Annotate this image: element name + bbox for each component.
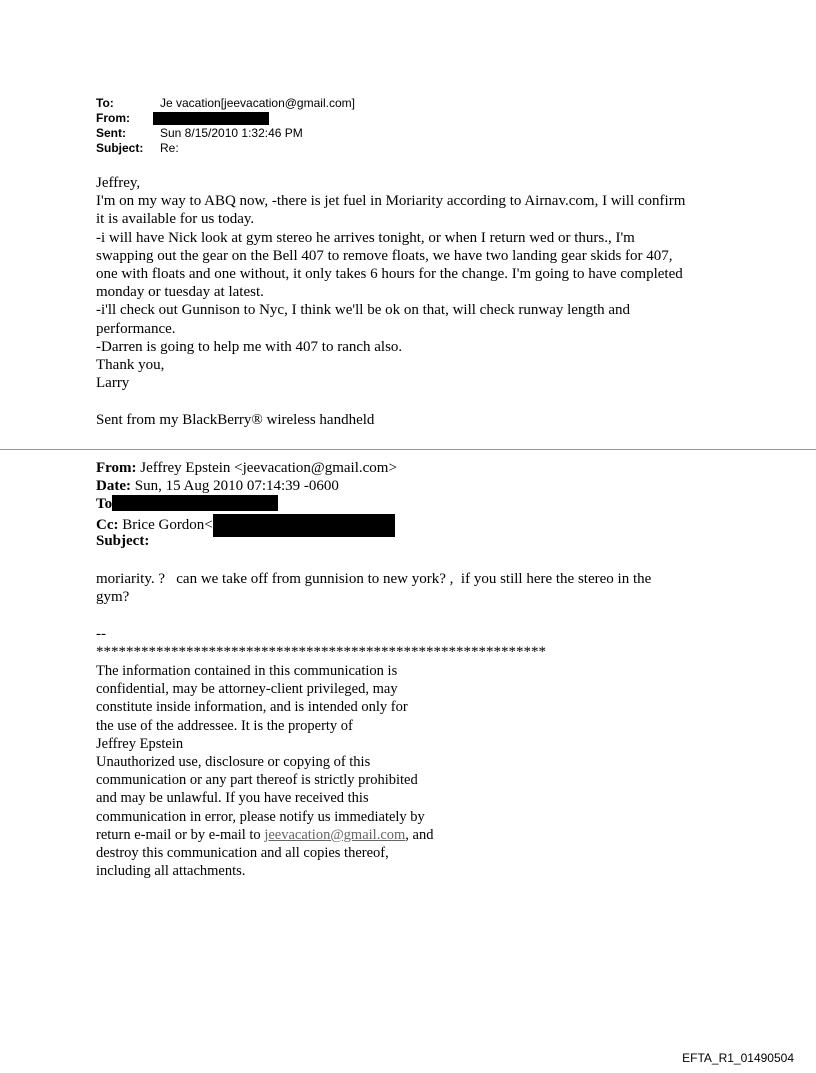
header-sent-row	[96, 126, 355, 141]
disclaimer-line: confidential, may be attorney-client privileged, may	[96, 681, 398, 698]
original-message-body	[96, 570, 716, 606]
original-from-row	[96, 459, 397, 477]
header-subject-row	[96, 141, 355, 156]
original-cc-value: Brice Gordon<	[118, 516, 213, 533]
redaction-bar	[112, 495, 278, 511]
to-value: Je vacation[jeevacation@gmail.com]	[160, 96, 355, 110]
original-from-value: Jeffrey Epstein <jeevacation@gmail.com>	[136, 460, 397, 476]
to-label: To:	[96, 96, 114, 110]
disclaimer-line: communication in error, please notify us immediately by	[96, 808, 425, 825]
reply-line: -i will have Nick look at gym stereo he arrives tonight, or when I return wed or thurs., I'm	[96, 229, 635, 246]
subject-value: Re:	[160, 141, 179, 155]
disclaimer-line: and may be unlawful. If you have received this	[96, 790, 369, 807]
reply-line: -Darren is going to help me with 407 to ranch also.	[96, 338, 403, 355]
message-line: moriarity. ? can we take off from gunnision to new york? , if you still here the stereo in the	[96, 571, 652, 587]
reply-line: Larry	[96, 375, 130, 392]
disclaimer-line: destroy this communication and all copies thereof,	[96, 845, 389, 862]
reply-line: swapping out the gear on the Bell 407 to remove floats, we have two landing gear skids for 407,	[96, 247, 673, 264]
redaction-bar	[153, 112, 269, 125]
original-date-row	[96, 477, 397, 495]
original-cc-label: Cc:	[96, 516, 119, 533]
reply-line: Thank you,	[96, 357, 165, 374]
disclaimer-line: the use of the addressee. It is the property of	[96, 717, 353, 734]
original-from-label: From:	[96, 460, 137, 476]
reply-line: Jeffrey,	[96, 175, 141, 191]
disclaimer-line: including all attachments.	[96, 863, 246, 880]
header-from-row	[96, 111, 355, 126]
reply-line: I'm on my way to ABQ now, -there is jet fuel in Moriarity according to Airnav.com, I will confirm	[96, 193, 686, 210]
reply-line: one with floats and one without, it only takes 6 hours for the change. I'm going to have completed	[96, 266, 683, 283]
original-subject-label: Subject:	[96, 532, 150, 549]
original-to-row	[96, 495, 397, 513]
disclaimer-return-line	[96, 826, 516, 844]
disclaimer-line: The information contained in this communication is	[96, 663, 398, 679]
return-prefix: return e-mail or by e-mail to	[96, 826, 265, 843]
message-divider	[0, 449, 816, 450]
original-to-label: To	[96, 496, 113, 513]
reply-line: -i'll check out Gunnison to Nyc, I think we'll be ok on that, will check runway length and	[96, 302, 631, 319]
message-line: gym?	[96, 589, 130, 606]
blackberry-signature: Sent from my BlackBerry® wireless handheld	[96, 412, 375, 428]
from-label: From:	[96, 111, 130, 125]
reply-line: performance.	[96, 320, 176, 337]
original-cc-row	[96, 514, 397, 532]
email-header	[96, 96, 355, 156]
redaction-bar	[213, 514, 395, 537]
return-suffix: , and	[405, 826, 434, 843]
subject-label: Subject:	[96, 141, 144, 155]
original-date-label: Date:	[96, 478, 131, 495]
reply-line: it is available for us today.	[96, 211, 255, 228]
separator-stars: ************************************************************	[96, 644, 546, 660]
header-to-row	[96, 96, 355, 111]
sent-label: Sent:	[96, 126, 126, 140]
separator-dashes: --	[96, 626, 106, 642]
confidentiality-disclaimer	[96, 662, 516, 880]
reply-line: monday or tuesday at latest.	[96, 284, 264, 301]
reply-body	[96, 174, 736, 392]
sent-value: Sun 8/15/2010 1:32:46 PM	[160, 126, 303, 140]
disclaimer-line: Jeffrey Epstein	[96, 735, 184, 752]
disclaimer-line: communication or any part thereof is strictly prohibited	[96, 772, 418, 789]
email-link[interactable]: jeevacation@gmail.com	[264, 826, 406, 843]
original-date-value: Sun, 15 Aug 2010 07:14:39 -0600	[130, 478, 339, 495]
document-id: EFTA_R1_01490504	[682, 1051, 794, 1065]
disclaimer-line: constitute inside information, and is intended only for	[96, 699, 408, 716]
original-message-header	[96, 459, 397, 550]
disclaimer-line: Unauthorized use, disclosure or copying of this	[96, 754, 371, 771]
